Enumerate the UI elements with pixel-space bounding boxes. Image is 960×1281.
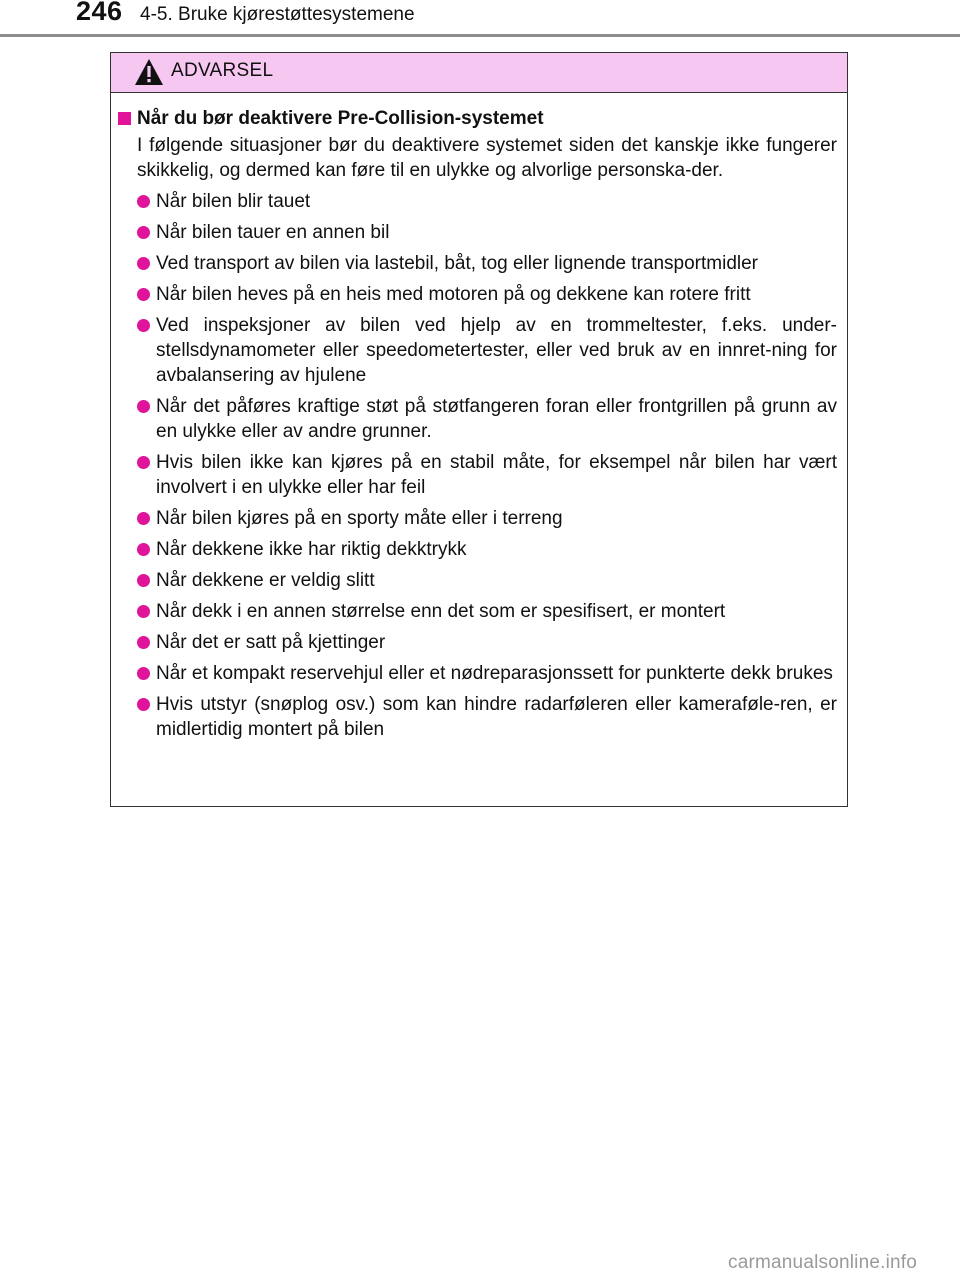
bullet-dot-icon — [137, 319, 150, 332]
page-header — [0, 0, 960, 40]
bullet-dot-icon — [137, 288, 150, 301]
intro-paragraph: I følgende situasjoner bør du deaktivere systemet siden det kanskje ikke fungerer skikkelig, og dermed kan føre til en ulykke og alvorlige personska-der. — [137, 135, 837, 181]
list-item-text: Når bilen blir tauet — [156, 191, 311, 212]
list-item — [111, 220, 846, 245]
list-item-text: Når bilen kjøres på en sporty måte eller i terreng — [156, 508, 563, 529]
list-item-text: Når bilen heves på en heis med motoren på og dekkene kan rotere fritt — [156, 284, 751, 305]
subheading-text: Når du bør deaktivere Pre-Collision-systemet — [137, 108, 544, 129]
bullet-dot-icon — [137, 456, 150, 469]
warning-triangle-icon — [134, 58, 164, 86]
warning-subheading — [111, 106, 846, 133]
list-item-text: Når dekkene er veldig slitt — [156, 570, 375, 591]
bullet-dot-icon — [137, 667, 150, 680]
list-item — [111, 599, 846, 624]
list-item-text: Når dekk i en annen størrelse enn det som er spesifisert, er montert — [156, 601, 726, 622]
list-item-text: Når dekkene ikke har riktig dekktrykk — [156, 539, 467, 560]
list-item — [111, 537, 846, 562]
list-item — [111, 630, 846, 655]
list-item — [111, 251, 846, 276]
list-item-text: Ved transport av bilen via lastebil, båt, tog eller lignende transportmidler — [156, 253, 759, 274]
warning-header — [111, 53, 847, 93]
warning-label: ADVARSEL — [171, 60, 274, 81]
bullet-dot-icon — [137, 257, 150, 270]
bullet-list — [111, 189, 846, 742]
warning-box — [110, 52, 848, 807]
list-item-text: Når bilen tauer en annen bil — [156, 222, 390, 243]
page-number: 246 — [76, 0, 123, 26]
bullet-dot-icon — [137, 195, 150, 208]
header-divider — [0, 34, 960, 37]
section-title: 4-5. Bruke kjørestøttesystemene — [140, 4, 415, 25]
bullet-dot-icon — [137, 574, 150, 587]
list-item-text: Hvis bilen ikke kan kjøres på en stabil måte, for eksempel når bilen har vært involvert i en ulykke eller har feil — [156, 452, 837, 498]
list-item — [111, 189, 846, 214]
list-item — [111, 506, 846, 531]
bullet-dot-icon — [137, 226, 150, 239]
list-item — [111, 692, 846, 742]
bullet-dot-icon — [137, 698, 150, 711]
list-item — [111, 568, 846, 593]
bullet-dot-icon — [137, 512, 150, 525]
list-item-text: Når et kompakt reservehjul eller et nødreparasjonssett for punkterte dekk brukes — [156, 663, 833, 684]
list-item-text: Når det er satt på kjettinger — [156, 632, 386, 653]
list-item — [111, 450, 846, 500]
watermark-text[interactable]: carmanualsonline.info — [728, 1252, 918, 1273]
square-bullet-icon — [118, 112, 131, 125]
bullet-dot-icon — [137, 605, 150, 618]
bullet-dot-icon — [137, 543, 150, 556]
list-item — [111, 313, 846, 388]
list-item-text: Ved inspeksjoner av bilen ved hjelp av en trommeltester, f.eks. under-stellsdynamometer eller speedometertester, eller ved bruk av en innret-ning for avbalansering av hjulene — [156, 315, 837, 386]
bullet-dot-icon — [137, 400, 150, 413]
list-item-text: Hvis utstyr (snøplog osv.) som kan hindre radarføleren eller kamerafølе-ren, er midlertidig montert på bilen — [156, 694, 837, 740]
warning-body — [111, 106, 846, 748]
list-item-text: Når det påføres kraftige støt på støtfangeren foran eller frontgrillen på grunn av en ulykke eller av andre grunner. — [156, 396, 837, 442]
list-item — [111, 661, 846, 686]
list-item — [111, 394, 846, 444]
bullet-dot-icon — [137, 636, 150, 649]
list-item — [111, 282, 846, 307]
